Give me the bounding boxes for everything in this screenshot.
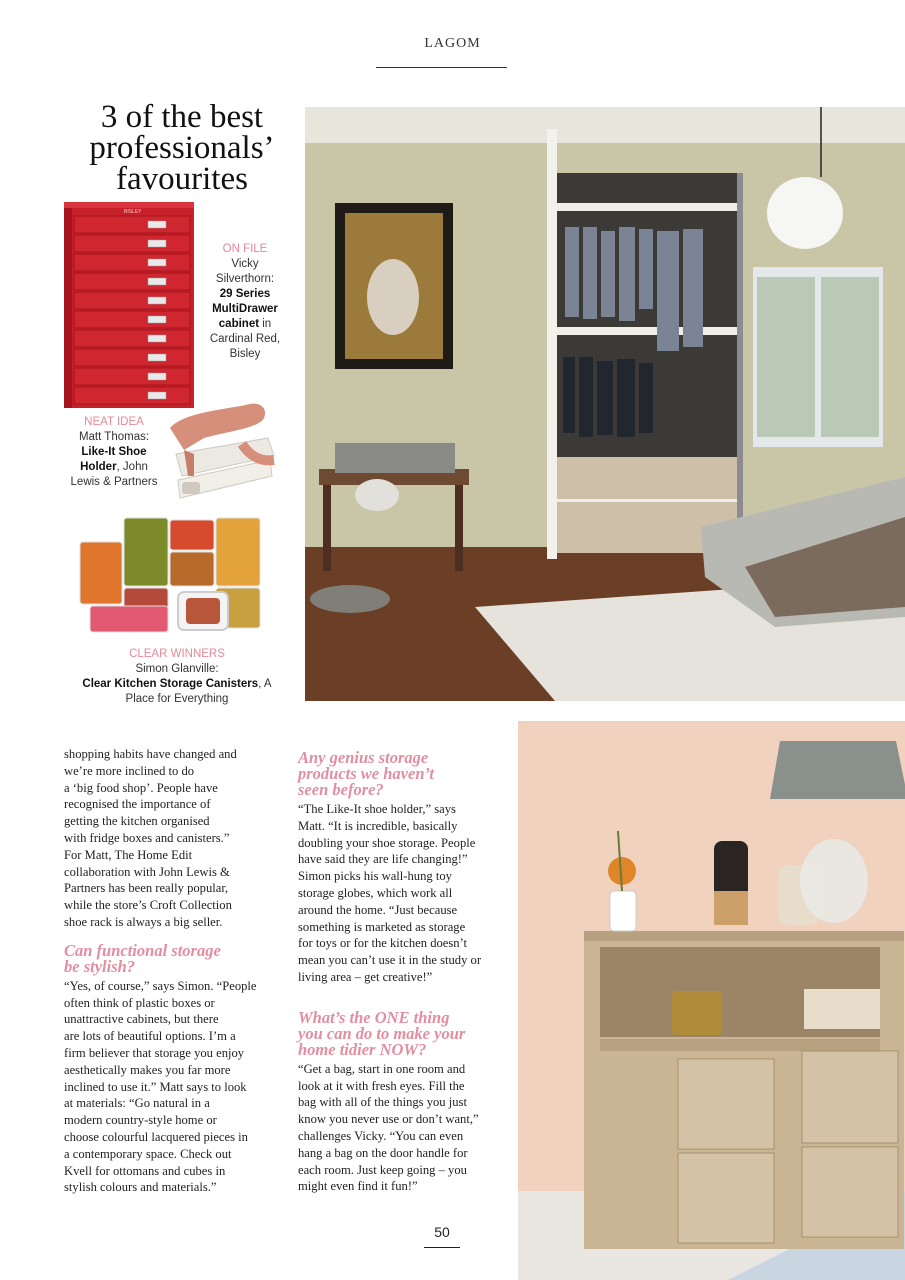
- subheading-line: you can do to make your: [298, 1023, 466, 1043]
- caption-canisters-kicker: CLEAR WINNERS: [129, 648, 225, 660]
- article-column-2: [298, 750, 508, 1195]
- headline-line-3: favourites: [116, 161, 248, 197]
- caption-shoe-kicker: NEAT IDEA: [84, 416, 144, 428]
- article-line: storage globes, which work all: [298, 885, 453, 900]
- cabinet-drawer-handle: [148, 297, 166, 304]
- cabinet-drawer: [74, 216, 190, 233]
- article-line: aesthetically makes you far more: [64, 1062, 231, 1077]
- bedroom-wardrobe-photo: [305, 107, 905, 701]
- subheading-line: be stylish?: [64, 956, 136, 976]
- caption-canisters-text: , A: [258, 678, 272, 690]
- cabinet-drawer-handle: [148, 316, 166, 323]
- caption-shoe-text: Matt Thomas:: [78, 431, 150, 443]
- article-line: stylish colours and materials.”: [64, 1180, 217, 1195]
- caption-cabinet: [200, 242, 290, 362]
- subheading-one-thing: [298, 1007, 508, 1059]
- article-line: modern country-style home or: [64, 1113, 217, 1128]
- article-line: choose colourful lacquered pieces in: [64, 1129, 248, 1144]
- caption-canisters-product: Clear Kitchen Storage Canisters: [82, 678, 259, 690]
- subheading-line: seen before?: [298, 780, 384, 799]
- headline-line-1: 3 of the best: [100, 99, 264, 135]
- page-number: 50: [434, 1224, 450, 1240]
- caption-shoe-product: Holder: [80, 461, 117, 473]
- subheading-line: Any genius storage: [298, 748, 429, 767]
- article-line: might even find it fun!”: [298, 1179, 418, 1194]
- caption-cabinet-product: MultiDrawer: [212, 303, 278, 315]
- article-line: for toys or for the kitchen doesn’t: [298, 936, 468, 951]
- caption-cabinet-text: in: [259, 318, 272, 330]
- page-number-rule: [424, 1247, 460, 1248]
- article-line: mean you can’t use it in the study or: [298, 953, 482, 968]
- article-line: with fridge boxes and canisters.”: [64, 830, 230, 845]
- article-line: challenges Vicky. “You can even: [298, 1128, 464, 1143]
- article-line: know you never use or don’t want,”: [298, 1112, 479, 1127]
- cabinet-drawer: [74, 330, 190, 347]
- article-line: bag with all of the things you just: [298, 1095, 467, 1110]
- article-line: “Get a bag, start in one room and: [298, 1061, 466, 1076]
- article-line: collaboration with John Lewis &: [64, 864, 230, 879]
- article-line: at materials: “Go natural in a: [64, 1096, 210, 1111]
- article-line: doubling your shoe storage. People: [298, 835, 476, 850]
- article-line: “Yes, of course,” says Simon. “People: [64, 978, 257, 993]
- cabinet-drawer-handle: [148, 335, 166, 342]
- cabinet-drawer-handle: [148, 373, 166, 380]
- caption-cabinet-kicker: ON FILE: [222, 243, 268, 255]
- article-line: each room. Just keep going – you: [298, 1162, 467, 1177]
- drawer-cabinet-image: [64, 202, 194, 408]
- article-line: we’re more inclined to do: [64, 763, 195, 778]
- article-line: a ‘big food shop’. People have: [64, 780, 218, 795]
- article-line: Kvell for ottomans and cubes in: [64, 1163, 226, 1178]
- caption-cabinet-product: cabinet: [218, 318, 260, 330]
- article-line: a contemporary space. Check out: [64, 1146, 232, 1161]
- article-line: Partners has been really popular,: [64, 881, 229, 896]
- caption-cabinet-text: Cardinal Red,: [209, 333, 281, 345]
- article-line: unattractive cabinets, but there: [64, 1012, 219, 1027]
- masthead: LAGOM: [424, 36, 481, 51]
- article-line: getting the kitchen organised: [64, 814, 210, 829]
- cabinet-drawer: [74, 368, 190, 385]
- article-line: For Matt, The Home Edit: [64, 847, 193, 862]
- article-line: have said they are life changing!”: [298, 852, 468, 867]
- cabinet-drawer: [74, 273, 190, 290]
- article-column-1: [64, 746, 284, 1196]
- masthead-rule: [376, 67, 507, 68]
- cabinet-drawer-handle: [148, 240, 166, 247]
- caption-cabinet-text: Silverthorn:: [215, 273, 275, 285]
- article-line: around the home. “Just because: [298, 902, 458, 917]
- caption-shoe-text: Lewis & Partners: [70, 476, 158, 488]
- article-line: recognised the importance of: [64, 797, 211, 812]
- subheading-line: Can functional storage: [64, 940, 221, 960]
- article-line: living area – get creative!”: [298, 969, 433, 984]
- cabinet-drawer: [74, 254, 190, 271]
- article-line: Matt. “It is incredible, basically: [298, 818, 458, 833]
- subheading-genius: [298, 750, 508, 798]
- article-line: are lots of beautiful options. I’m a: [64, 1029, 236, 1044]
- canisters-image: [78, 512, 264, 638]
- subheading-line: home tidier NOW?: [298, 1039, 427, 1059]
- caption-cabinet-text: Vicky: [231, 258, 259, 270]
- cabinet-drawer-handle: [148, 221, 166, 228]
- article-line: Simon picks his wall-hung toy: [298, 869, 452, 884]
- article-line: look at it with fresh eyes. Fill the: [298, 1078, 465, 1093]
- sideboard-photo: [518, 721, 905, 1280]
- cabinet-drawer: [74, 235, 190, 252]
- caption-cabinet-text: Bisley: [229, 348, 261, 360]
- caption-canisters-text: Simon Glanville:: [135, 663, 219, 675]
- article-line: “The Like-It shoe holder,” says: [298, 802, 456, 816]
- article-line: shoe rack is always a big seller.: [64, 914, 223, 929]
- article-line: shopping habits have changed and: [64, 747, 237, 761]
- article-line: firm believer that storage you enjoy: [64, 1045, 245, 1060]
- cabinet-drawer-handle: [148, 259, 166, 266]
- cabinet-drawer-handle: [148, 278, 166, 285]
- cabinet-drawer: [74, 311, 190, 328]
- shoe-holder-image: [164, 398, 282, 502]
- cabinet-drawer-handle: [148, 354, 166, 361]
- caption-canisters-text: Place for Everything: [125, 693, 229, 705]
- caption-shoe: [64, 415, 164, 490]
- subheading-line: What’s the ONE thing: [298, 1007, 450, 1027]
- subheading-line: products we haven’t: [298, 764, 434, 783]
- article-line: often think of plastic boxes or: [64, 995, 215, 1010]
- subheading-stylish: [64, 940, 284, 976]
- cabinet-drawer: [74, 349, 190, 366]
- article-line: something is marketed as storage: [298, 919, 466, 934]
- caption-canisters: [64, 647, 290, 707]
- article-line: inclined to use it.” Matt says to look: [64, 1079, 247, 1094]
- cabinet-drawer: [74, 292, 190, 309]
- cabinet-label: BISLEY: [124, 209, 142, 215]
- caption-shoe-text: , John: [116, 461, 148, 473]
- headline-line-2: professionals’: [89, 130, 275, 166]
- caption-cabinet-product: 29 Series: [219, 288, 271, 300]
- caption-shoe-product: Like-It Shoe: [81, 446, 147, 458]
- article-line: hang a bag on the door handle for: [298, 1145, 468, 1160]
- article-line: while the store’s Croft Collection: [64, 898, 232, 913]
- headline: [62, 99, 302, 197]
